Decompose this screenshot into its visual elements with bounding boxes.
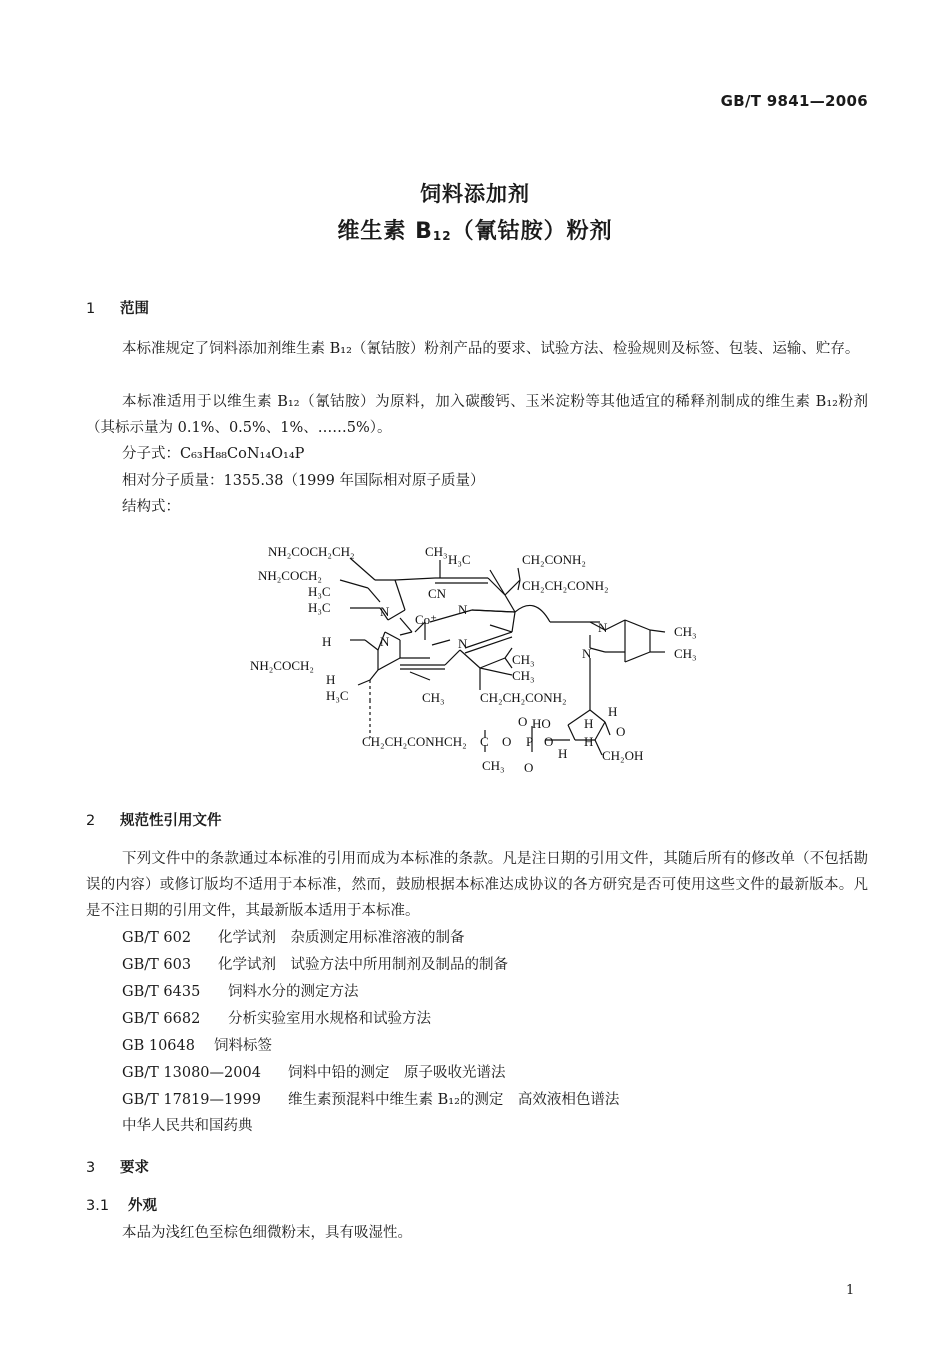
document-title-line2 [0,214,950,245]
label-dd: P [526,734,534,749]
label-ff: CH₃ [482,758,505,773]
label-h2: H [326,672,336,687]
section-3-1-title: 外观 [128,1198,157,1214]
section-1-para2: 本标准适用于以维生素 B₁₂（氰钴胺）为原料，加入碳酸钙、玉米淀粉等其他适宜的稀释剂制成的维生素 B₁₂粉剂（其标示量为 0.1%、0.5%、1%、……5%）。 [86,394,868,436]
cyanocobalamin-structure [250,540,720,780]
label-r: N [582,646,592,661]
label-t: O [518,714,528,729]
section-3-title: 要求 [120,1160,149,1176]
label-cc: O [502,734,512,749]
section-1-heading [86,297,149,318]
ref-title: 饲料水分的测定方法 [228,984,359,1000]
section-3-1-number: 3.1 [86,1198,110,1214]
title-post: （氰钴胺）粉剂 [451,219,613,244]
label-x: O [616,724,626,739]
label-d: H₃C [308,600,331,615]
ref-item [122,1033,272,1059]
ref-code: GB 10648 [122,1038,195,1054]
label-c: H₃C [308,584,331,599]
label-l: CH₃ [512,652,535,667]
ref-title: 饲料标签 [214,1038,272,1054]
section-3-1-heading [86,1194,157,1215]
ref-item [122,1060,506,1086]
label-v: H [584,716,594,731]
section-2-title: 规范性引用文件 [120,813,222,829]
title-pre: 维生素 B [337,219,433,244]
section-3-number: 3 [86,1160,96,1176]
structure-label: 结构式： [122,499,180,515]
label-s: H [608,704,618,719]
label-n1: N [380,604,390,619]
molecular-mass: 相对分子质量：1355.38（1999 年国际相对原子质量） [122,473,485,489]
page-number: 1 [846,1283,855,1298]
label-k: CH₃ [422,690,445,705]
section-2-number: 2 [86,813,96,829]
ref-code: GB/T 13080—2004 [122,1065,261,1081]
label-z: CH₂OH [602,748,644,763]
label-co: Co⁺ [415,612,438,627]
ref-title: 饲料中铅的测定 原子吸收光谱法 [288,1065,506,1081]
ref-item [122,925,465,951]
label-m: CH₃ [512,668,535,683]
label-cn: CN [428,586,447,601]
label-g: CH₂CONH₂ [522,552,586,567]
ref-code: GB/T 602 [122,930,192,946]
section-3-1-para: 本品为浅红色至棕色细微粉末，具有吸湿性。 [122,1225,412,1241]
label-y: H [558,746,568,761]
label-n2: N [458,602,468,617]
standard-code: GB/T 9841—2006 [720,92,868,110]
ref-item [122,1006,431,1032]
ref-code: GB/T 603 [122,957,192,973]
label-p: CH₃ [674,646,697,661]
label-f: H₃C [448,552,471,567]
ref-title: 化学试剂 杂质测定用标准溶液的制备 [218,930,465,946]
section-2-para: 下列文件中的条款通过本标准的引用而成为本标准的条款。凡是注日期的引用文件，其随后所有的修改单（不包括勘误的内容）或修订版均不适用于本标准，然而，鼓励根据本标准达成协议的各方研究是否可使用这些文件的最新版本。凡是不注日期的引用文件，其最新版本适用于本标准。 [86,851,868,919]
ref-title: 分析实验室用水规格和试验方法 [228,1011,431,1027]
label-gg: O [524,760,534,775]
molecular-formula: 分子式：C₆₃H₈₈CoN₁₄O₁₄P [122,446,305,462]
label-o: CH₃ [674,624,697,639]
section-2-heading [86,809,222,830]
label-u: HO [532,716,551,731]
ref-title: 化学试剂 试验方法中所用制剂及制品的制备 [218,957,508,973]
section-1-para1: 本标准规定了饲料添加剂维生素 B₁₂（氰钴胺）粉剂产品的要求、试验方法、检验规则及标签、包装、运输、贮存。 [122,341,860,357]
label-h: CH₂CH₂CONH₂ [522,578,609,593]
label-j: H₃C [326,688,349,703]
ref-code: GB/T 6435 [122,984,201,1000]
structural-formula [250,540,720,784]
label-n: CH₂CH₂CONH₂ [480,690,567,705]
label-bb: C [480,734,489,749]
label-e: CH₃ [425,544,448,559]
label-ee: O [544,734,554,749]
section-1-title: 范围 [120,301,149,317]
label-aa: CH₂CH₂CONHCH₂ [362,734,467,749]
label-n3: N [380,634,390,649]
label-b: NH₂COCH₂ [258,568,322,583]
section-3-heading [86,1156,149,1177]
label-i: NH₂COCH₂ [250,658,314,673]
ref-code: GB/T 17819—1999 [122,1092,261,1108]
ref-pharmacopoeia: 中华人民共和国药典 [122,1118,253,1134]
label-a: NH₂COCH₂CH₂ [268,544,355,559]
title-sub: 12 [432,229,452,243]
label-h1: H [322,634,332,649]
ref-item [122,1087,619,1113]
label-n4: N [458,636,468,651]
label-w: H [584,734,594,749]
ref-item [122,952,508,978]
label-q: N [598,620,608,635]
section-1-number: 1 [86,301,96,317]
ref-code: GB/T 6682 [122,1011,201,1027]
ref-title: 维生素预混料中维生素 B₁₂的测定 高效液相色谱法 [288,1092,620,1108]
ref-item [122,979,359,1005]
document-title-line1: 饲料添加剂 [420,182,530,206]
